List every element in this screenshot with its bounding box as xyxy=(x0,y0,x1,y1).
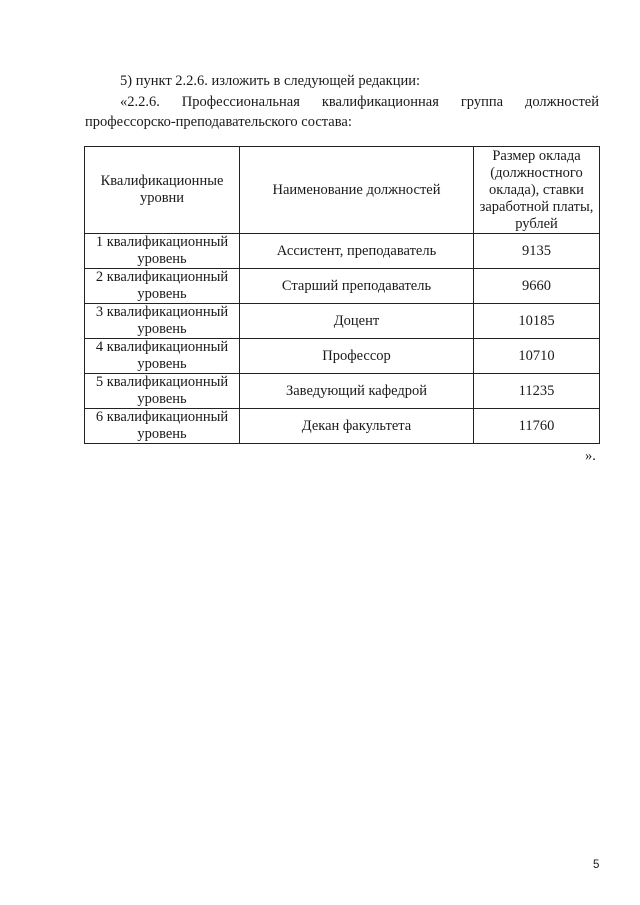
table-row xyxy=(85,234,600,269)
cell-level: 3 квалификационный уровень xyxy=(85,304,240,339)
cell-salary: 9135 xyxy=(474,234,600,269)
header-position-names: Наименование должностей xyxy=(240,147,474,234)
cell-level: 1 квалификационный уровень xyxy=(85,234,240,269)
table-row xyxy=(85,409,600,444)
page-number: 5 xyxy=(593,859,600,871)
cell-salary: 11760 xyxy=(474,409,600,444)
table-header-row xyxy=(85,147,600,234)
cell-level: 5 квалификационный уровень xyxy=(85,374,240,409)
cell-position: Ассистент, преподаватель xyxy=(240,234,474,269)
paragraph-amendment-intro: 5) пункт 2.2.6. изложить в следующей редакции: xyxy=(120,73,420,89)
cell-level: 4 квалификационный уровень xyxy=(85,339,240,374)
cell-salary: 9660 xyxy=(474,269,600,304)
cell-position: Доцент xyxy=(240,304,474,339)
table-row xyxy=(85,304,600,339)
paragraph-section-title: «2.2.6. Профессиональная квалификационная группа должностей xyxy=(120,94,599,110)
header-salary-size: Размер оклада (должностного оклада), ставки заработной платы, рублей xyxy=(474,147,600,234)
cell-level: 2 квалификационный уровень xyxy=(85,269,240,304)
cell-position: Декан факультета xyxy=(240,409,474,444)
paragraph-section-title-continued: профессорско-преподавательского состава: xyxy=(85,114,352,130)
closing-quote-mark: ». xyxy=(585,448,596,464)
cell-position: Заведующий кафедрой xyxy=(240,374,474,409)
salary-table xyxy=(84,146,600,444)
table-row xyxy=(85,339,600,374)
table-row xyxy=(85,269,600,304)
header-qualification-levels: Квалификационные уровни xyxy=(85,147,240,234)
cell-salary: 11235 xyxy=(474,374,600,409)
cell-position: Профессор xyxy=(240,339,474,374)
cell-position: Старший преподаватель xyxy=(240,269,474,304)
table-row xyxy=(85,374,600,409)
cell-level: 6 квалификационный уровень xyxy=(85,409,240,444)
cell-salary: 10185 xyxy=(474,304,600,339)
cell-salary: 10710 xyxy=(474,339,600,374)
